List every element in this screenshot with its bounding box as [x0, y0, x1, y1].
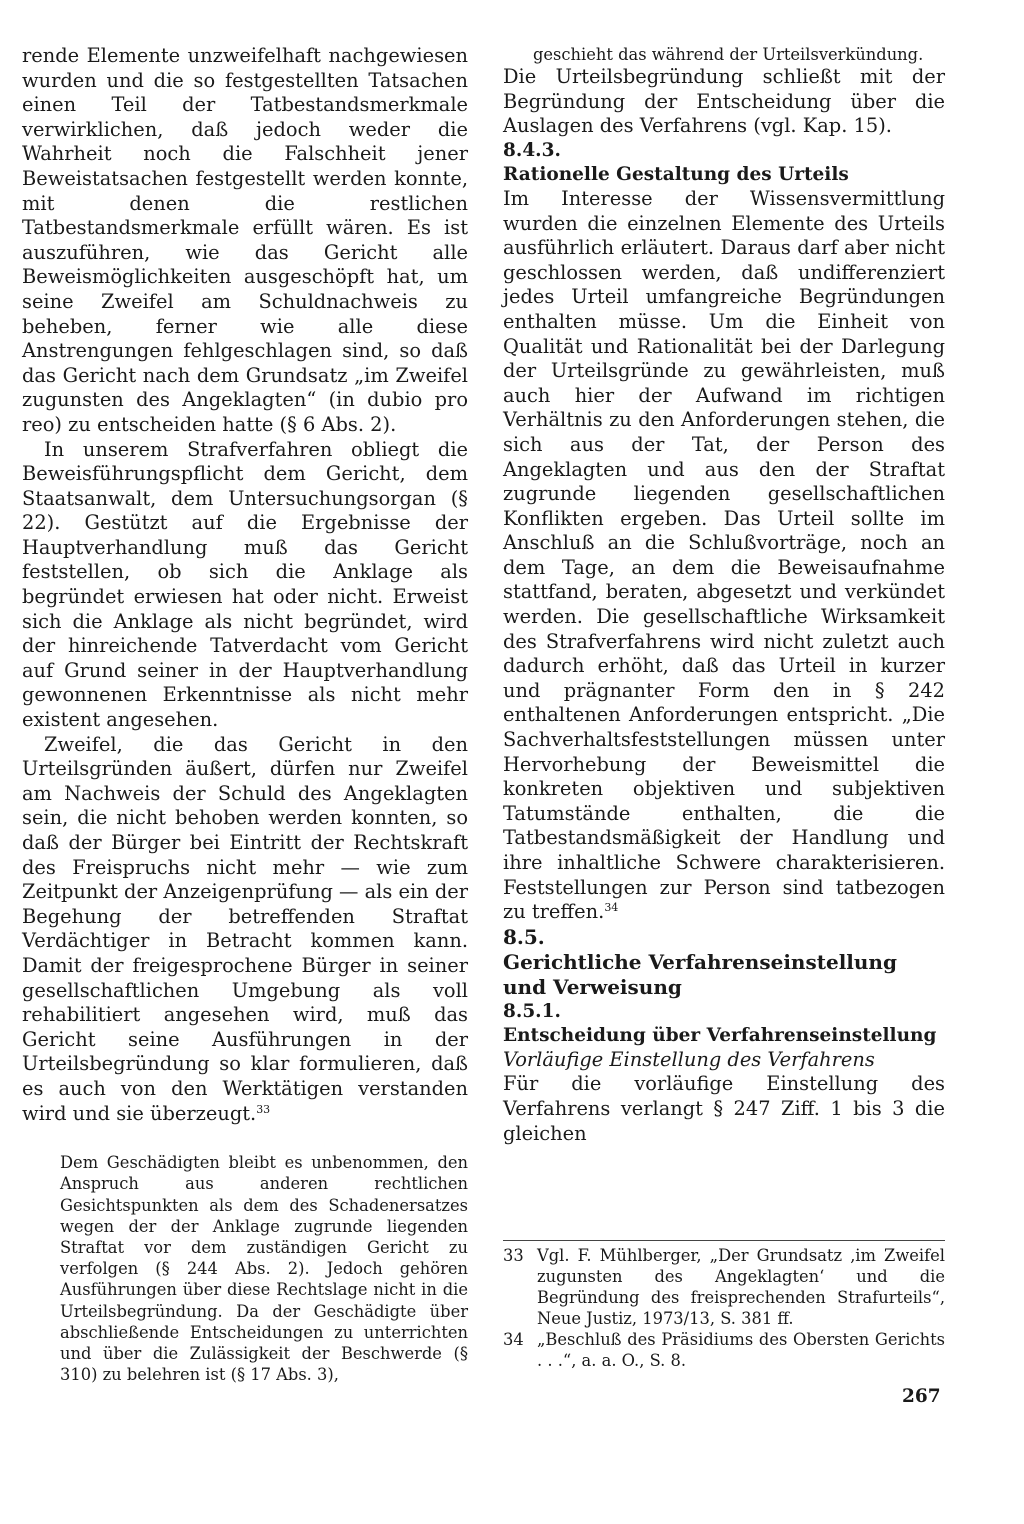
section-title: Rationelle Gestaltung des Urteils [503, 163, 849, 185]
subsection-title: Entscheidung über Verfahrenseinstellung [503, 1024, 937, 1046]
italic-heading: Vorläufige Einstellung des Verfahrens [503, 1047, 875, 1071]
footnote-text: „Beschluß des Präsidiums des Obersten Gerichts . . .“, a. a. O., S. 8. [537, 1330, 945, 1370]
paragraph: Die Urteilsbegründung schließt mit der Begründung der Entscheidung über die Auslagen des Verfahrens (vgl. Kap. 15). [503, 65, 945, 138]
paragraph: rende Elemente unzweifelhaft nachgewiesen wurden und die so festgestellten Tatsachen einen Teil der Tatbestandsmerkmale verwirklichen, daß jedoch weder die Wahrheit noch die Falschheit jener Beweistatsachen festgestellt werden konnte, mit denen die restlichen Tatbestandsmerkmale erfüllt wären. Es ist auszuführen, wie das Gericht alle Beweismöglichkeiten ausgeschöpft hat, um seine Zweifel am Schuldnachweis zu beheben, ferner wie alle diese Anstrengungen fehlgeschlagen sind, so daß das Gericht nach dem Grundsatz „im Zweifel zugunsten des Angeklagten“ (in dubio pro reo) zu entscheiden hatte (§ 6 Abs. 2). [22, 44, 468, 436]
subsection-number: 8.5.1. [503, 1000, 561, 1022]
section-title-line: Gerichtliche Verfahrenseinstellung [503, 949, 897, 974]
section-number: 8.5. [503, 924, 545, 949]
footnote-number: 34 [503, 1330, 524, 1349]
small-print-continuation: geschieht das während der Urteilsverkündung. [533, 45, 924, 64]
footnote [503, 1329, 945, 1371]
small-print-paragraph: Dem Geschädigten bleibt es unbenommen, den Anspruch aus anderen rechtlichen Gesichtspunkten als dem des Schadenersatzes wegen der der Anklage zugrunde liegenden Straftat vor dem zuständigen Gericht zu verfolgen (§ 244 Abs. 2). Jedoch gehören Ausführungen über diese Rechtslage nicht in die Urteilsbegründung. Da der Geschädigte über abschließende Entscheidungen zu unterrichten und über die Zulässigkeit der Beschwerde (§ 310) zu belehren ist (§ 17 Abs. 3), [60, 1153, 468, 1385]
left-column [22, 44, 468, 1385]
paragraph [22, 733, 468, 1127]
footnotes [503, 1240, 945, 1371]
paragraph [503, 187, 945, 925]
paragraph: Für die vorläufige Einstellung des Verfahrens verlangt § 247 Ziff. 1 bis 3 die gleichen [503, 1072, 945, 1145]
footnote-number: 33 [503, 1246, 524, 1265]
paragraph-text: Zweifel, die das Gericht in den Urteilsgründen äußert, dürfen nur Zweifel am Nachweis der Schuld des Angeklagten sein, die nicht behoben werden konnten, so daß der Bürger bei Eintritt der Rechtskraft des Freispruchs nicht mehr — wie zum Zeitpunkt der Anzeigenprüfung — als ein der Begehung der betreffenden Straftat Verdächtiger in Betracht kommen kann. Damit der freigesprochene Bürger in seiner gesellschaftlichen Umgebung als voll rehabilitiert angesehen wird, muß das Gericht seine Ausführungen in der Urteilsbegründung so klar formulieren, daß es auch von den Werktätigen verstanden wird und sie überzeugt. [22, 732, 468, 1125]
right-column [503, 44, 945, 1146]
page-number: 267 [902, 1386, 941, 1407]
footnote-ref: 34 [604, 901, 619, 915]
paragraph: In unserem Strafverfahren obliegt die Beweisführungspflicht dem Gericht, dem Staatsanwalt, dem Untersuchungsorgan (§ 22). Gestützt auf die Ergebnisse der Hauptverhandlung muß das Gericht feststellen, ob sich die Anklage als begründet erwiesen hat oder nicht. Erweist sich die Anklage als nicht begründet, wird der hinreichende Tatverdacht vom Gericht auf Grund seiner in der Hauptverhandlung gewonnenen Erkenntnisse als nicht mehr existent angesehen. [22, 437, 468, 732]
footnote-ref: 33 [256, 1102, 271, 1116]
section-title-line: und Verweisung [503, 974, 682, 999]
footnote [503, 1245, 945, 1329]
section-number: 8.4.3. [503, 139, 561, 161]
footnote-text: Vgl. F. Mühlberger, „Der Grundsatz ‚im Zweifel zugunsten des Angeklagten‘ und die Begründung des freisprechenden Strafurteils“, Neue Justiz, 1973/13, S. 381 ff. [537, 1246, 945, 1328]
paragraph-text: Im Interesse der Wissensvermittlung wurden die einzelnen Elemente des Urteils ausführlich erläutert. Daraus darf aber nicht geschlossen werden, daß undifferenziert jedes Urteil umfangreiche Begründungen enthalten müsse. Um die Einheit von Qualität und Rationalität bei der Darlegung der Urteilsgründe zu gewährleisten, muß auch hier der Aufwand im richtigen Verhältnis zu den Anforderungen stehen, die sich aus der Tat, der Person des Angeklagten und aus den der Straftat zugrunde liegenden gesellschaftlichen Konflikten ergeben. Das Urteil sollte im Anschluß an die Schlußvorträge, noch an dem Tage, an dem die Beweisaufnahme stattfand, beraten, abgesetzt und verkündet werden. Die gesellschaftliche Wirksamkeit des Strafverfahrens wird nicht zuletzt auch dadurch erhöht, daß das Urteil in kurzer und prägnanter Form den in § 242 enthaltenen Anforderungen entspricht. „Die Sachverhaltsfeststellungen müssen unter Hervorhebung der Beweismittel die konkreten objektiven und subjektiven Tatumstände enthalten, die die Tatbestandsmäßigkeit der Handlung und ihre inhaltliche Schwere charakterisieren. Feststellungen zur Person sind tatbezogen zu treffen. [503, 186, 945, 924]
